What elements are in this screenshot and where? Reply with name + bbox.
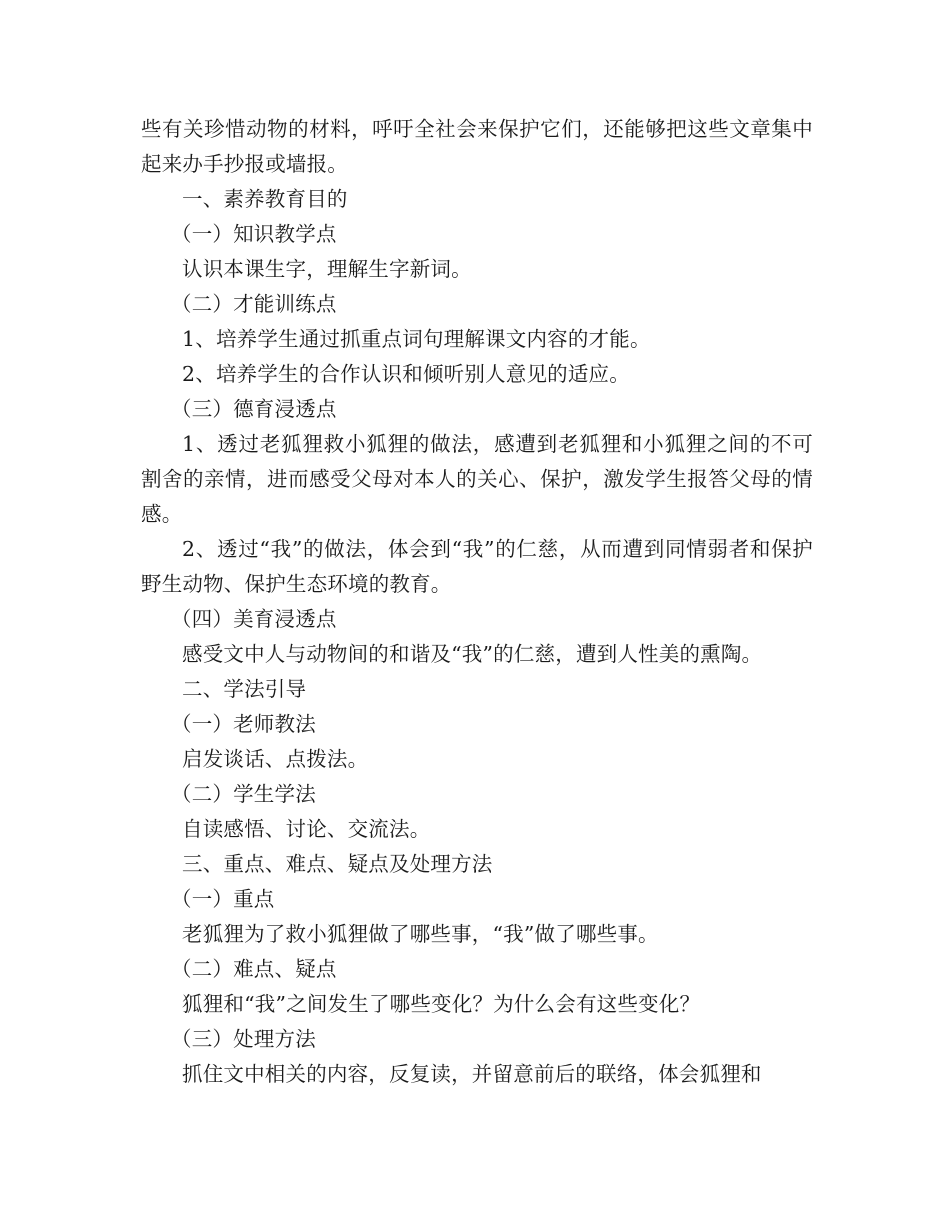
paragraph: 抓住文中相关的内容，反复读，并留意前后的联络，体会狐狸和 <box>182 1062 762 1086</box>
list-item: 1、透过老狐狸救小狐狸的做法，感遭到老狐狸和小狐狸之间的不可割舍的亲情，进而感受父母对本人的关心、保护，激发学生报答父母的情感。 <box>141 432 813 526</box>
paragraph: 些有关珍惜动物的材料，呼吁全社会来保护它们，还能够把这些文章集中起来办手抄报或墙报。 <box>141 117 813 176</box>
subsection-heading: （一）重点 <box>171 887 275 911</box>
subsection-heading: （二）难点、疑点 <box>171 957 337 981</box>
paragraph: 老狐狸为了救小狐狸做了哪些事，“我”做了哪些事。 <box>182 922 659 946</box>
subsection-heading: （二）学生学法 <box>171 782 316 806</box>
section-heading: 三、重点、难点、疑点及处理方法 <box>182 852 493 876</box>
list-item: 2、透过“我”的做法，体会到“我”的仁慈，从而遭到同情弱者和保护野生动物、保护生态环境的教育。 <box>141 537 813 596</box>
paragraph: 感受文中人与动物间的和谐及“我”的仁慈，遭到人性美的熏陶。 <box>182 642 763 666</box>
list-item: 2、培养学生的合作认识和倾听别人意见的适应。 <box>182 362 630 386</box>
section-heading: 一、素养教育目的 <box>182 187 348 211</box>
list-item: 1、培养学生通过抓重点词句理解课文内容的才能。 <box>182 327 651 351</box>
paragraph: 认识本课生字，理解生字新词。 <box>182 257 472 281</box>
subsection-heading: （二）才能训练点 <box>171 292 337 316</box>
paragraph: 狐狸和“我”之间发生了哪些变化？为什么会有这些变化？ <box>182 992 701 1016</box>
subsection-heading: （一）知识教学点 <box>171 222 337 246</box>
subsection-heading: （三）处理方法 <box>171 1027 316 1051</box>
document-body <box>141 112 813 1092</box>
paragraph: 自读感悟、讨论、交流法。 <box>182 817 431 841</box>
paragraph: 启发谈话、点拨法。 <box>182 747 369 771</box>
subsection-heading: （三）德育浸透点 <box>171 397 337 421</box>
subsection-heading: （一）老师教法 <box>171 712 316 736</box>
subsection-heading: （四）美育浸透点 <box>171 607 337 631</box>
section-heading: 二、学法引导 <box>182 677 307 701</box>
